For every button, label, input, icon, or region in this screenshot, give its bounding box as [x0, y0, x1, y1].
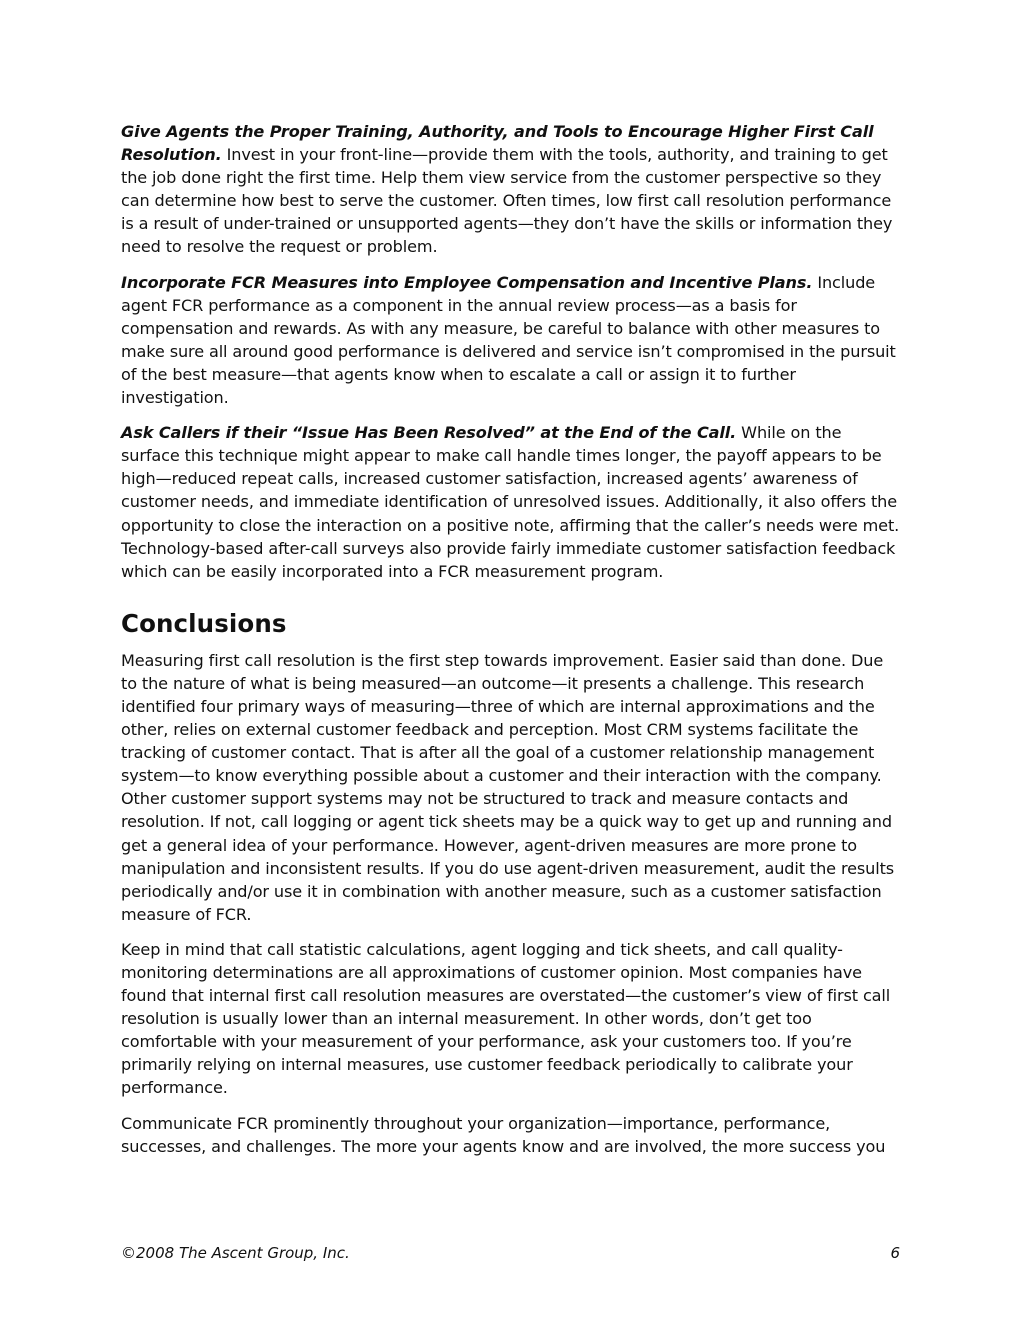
conclusions-paragraph: Keep in mind that call statistic calculations, agent logging and tick sheets, and call quality-monitoring determinations are all approximations of customer opinion. Most companies have found that internal first call resolution measures are overstated—the customer’s view of first call resolution is usually lower than an internal measurement. In other words, don’t get too comfortable with your measurement of your performance, ask your customers too. If you’re primarily relying on internal measures, use customer feedback periodically to calibrate your performance.	[121, 939, 891, 1098]
conclusions-heading: Conclusions	[121, 608, 287, 638]
paragraph-body: Include agent FCR performance as a component in the annual review process—as a basis for compensation and rewards. As with any measure, be careful to balance with other measures to make sure all around good performance is delivered and service isn’t compromised in the pursuit of the best measure—that agents know when to escalate a call or assign it to further investigation.	[121, 272, 896, 408]
paragraph-body: Invest in your front-line—provide them with the tools, authority, and training to get the job done right the first time. Help them view service from the customer perspective so they can determine how best to serve the customer. Often times, low first call resolution performance is a result of under-trained or unsupported agents—they don’t have the skills or information they need to resolve the request or problem.	[121, 145, 893, 257]
conclusions-paragraph: Communicate FCR prominently throughout your organization—importance, performance, successes, and challenges. The more your agents know and are involved, the more success you	[121, 1113, 886, 1156]
paragraph-lead-heading: Give Agents the Proper Training, Authority, and Tools to Encourage Higher First Call Resolution.	[121, 122, 874, 165]
footer-copyright: ©2008 The Ascent Group, Inc.	[121, 1244, 350, 1262]
recommendation-paragraph	[121, 120, 903, 259]
paragraph-body: While on the surface this technique might appear to make call handle times longer, the payoff appears to be high—reduced repeat calls, increased customer satisfaction, increased agents’ awareness of customer needs, and immediate identification of unresolved issues. Additionally, it also offers the opportunity to close the interaction on a positive note, affirming that the caller’s needs were met. Technology-based after-call surveys also provide fairly immediate customer satisfaction feedback which can be easily incorporated into a FCR measurement program.	[121, 423, 900, 581]
recommendation-paragraph	[121, 271, 903, 410]
footer-page-number: 6	[890, 1244, 900, 1262]
recommendation-paragraph	[121, 421, 903, 583]
paragraph-lead-heading: Ask Callers if their “Issue Has Been Resolved” at the End of the Call.	[121, 423, 737, 443]
page-content	[121, 120, 903, 1170]
conclusions-paragraph: Measuring first call resolution is the first step towards improvement. Easier said than done. Due to the nature of what is being measured—an outcome—it presents a challenge. This research identified four primary ways of measuring—three of which are internal approximations and the other, relies on external customer feedback and perception. Most CRM systems facilitate the tracking of customer contact. That is after all the goal of a customer relationship management system—to know everything possible about a customer and their interaction with the company. Other customer support systems may not be structured to track and measure contacts and resolution. If not, call logging or agent tick sheets may be a quick way to get up and running and get a general idea of your performance. However, agent-driven measures are more prone to manipulation and inconsistent results. If you do use agent-driven measurement, audit the results periodically and/or use it in combination with another measure, such as a customer satisfaction measure of FCR.	[121, 650, 895, 924]
paragraph-lead-heading: Incorporate FCR Measures into Employee Compensation and Incentive Plans.	[121, 272, 813, 292]
